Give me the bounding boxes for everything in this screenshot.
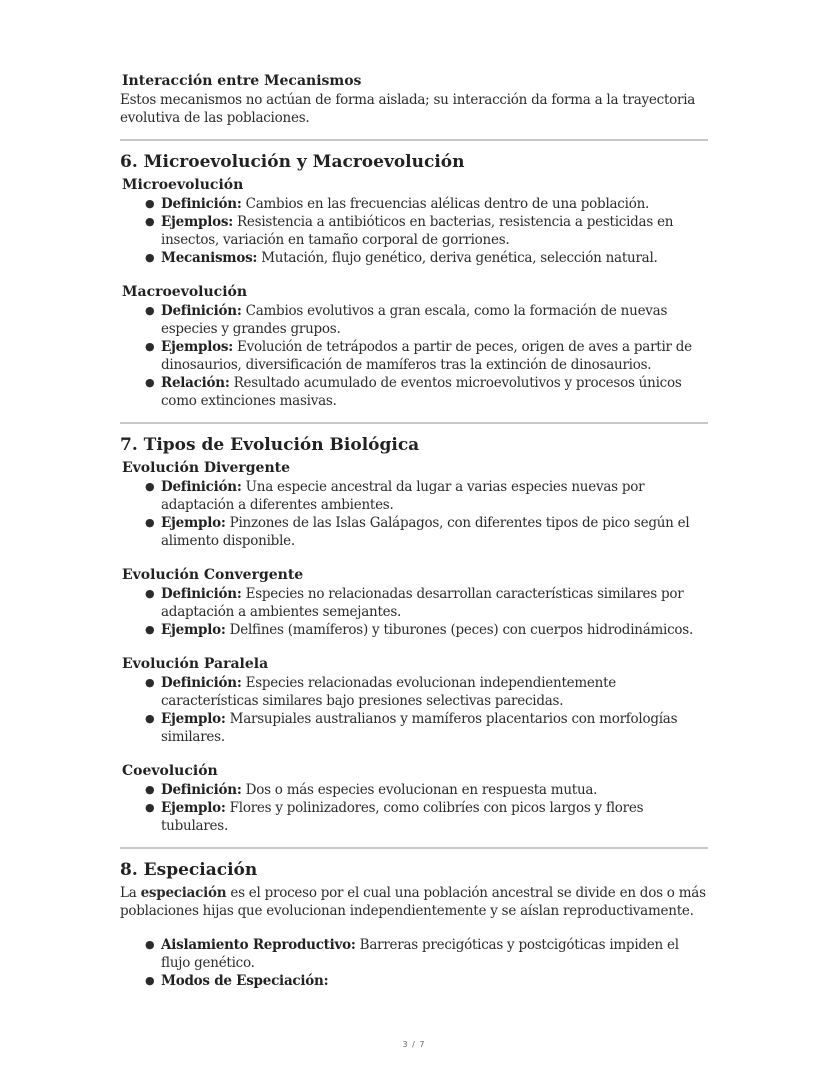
bullet-icon: ● xyxy=(145,304,155,317)
section-divider xyxy=(120,422,708,424)
list-item: ● Definición: Especies no relacionadas desarrollan características similares por adaptación a ambientes semejantes. xyxy=(145,586,684,620)
microevolution-heading: Microevolución xyxy=(122,177,244,193)
bullet-icon: ● xyxy=(145,251,155,264)
parallel-evolution-list xyxy=(120,674,708,746)
convergent-evolution-list xyxy=(120,585,708,639)
divergent-evolution-heading: Evolución Divergente xyxy=(122,460,290,476)
list-item: ● Definición: Cambios evolutivos a gran escala, como la formación de nuevas especies y grandes grupos. xyxy=(145,303,668,337)
convergent-evolution-heading: Evolución Convergente xyxy=(122,567,304,583)
section-7-title: 7. Tipos de Evolución Biológica xyxy=(120,435,420,455)
section-8-title: 8. Especiación xyxy=(120,860,258,880)
section-divider xyxy=(120,139,708,141)
bullet-icon: ● xyxy=(145,801,155,814)
bullet-icon: ● xyxy=(145,376,155,389)
list-item: ● Modos de Especiación: xyxy=(145,973,329,989)
bullet-icon: ● xyxy=(145,938,155,951)
bullet-icon: ● xyxy=(145,587,155,600)
mechanisms-interaction-heading: Interacción entre Mecanismos xyxy=(122,73,362,89)
macroevolution-heading: Macroevolución xyxy=(122,284,248,300)
list-item: ● Definición: Cambios en las frecuencias alélicas dentro de una población. xyxy=(145,196,650,212)
list-item: ● Ejemplos: Evolución de tetrápodos a partir de peces, origen de aves a partir de dinosaurios, diversificación de mamíferos tras la extinción de dinosaurios. xyxy=(145,339,692,373)
list-item: ● Ejemplo: Delfines (mamíferos) y tiburones (peces) con cuerpos hidrodinámicos. xyxy=(145,622,694,638)
speciation-list xyxy=(120,936,708,990)
list-item: ● Ejemplos: Resistencia a antibióticos en bacterias, resistencia a pesticidas en insectos, variación en tamaño corporal de gorriones. xyxy=(145,214,674,248)
list-item: ● Aislamiento Reproductivo: Barreras precigóticas y postcigóticas impiden el flujo genético. xyxy=(145,937,679,971)
list-item: ● Ejemplo: Marsupiales australianos y mamíferos placentarios con morfologías similares. xyxy=(145,711,678,745)
section-6-title: 6. Microevolución y Macroevolución xyxy=(120,152,465,172)
coevolution-list xyxy=(120,781,708,835)
bullet-icon: ● xyxy=(145,676,155,689)
bullet-icon: ● xyxy=(145,340,155,353)
bullet-icon: ● xyxy=(145,197,155,210)
bullet-icon: ● xyxy=(145,516,155,529)
bullet-icon: ● xyxy=(145,783,155,796)
list-item: ● Definición: Dos o más especies evolucionan en respuesta mutua. xyxy=(145,782,598,798)
list-item: ● Mecanismos: Mutación, flujo genético, deriva genética, selección natural. xyxy=(145,250,658,266)
bullet-icon: ● xyxy=(145,215,155,228)
list-item: ● Ejemplo: Pinzones de las Islas Galápagos, con diferentes tipos de pico según el alimento disponible. xyxy=(145,515,690,549)
bullet-icon: ● xyxy=(145,480,155,493)
coevolution-heading: Coevolución xyxy=(122,763,218,779)
list-item: ● Definición: Una especie ancestral da lugar a varias especies nuevas por adaptación a diferentes ambientes. xyxy=(145,479,645,513)
speciation-intro: La especiación es el proceso por el cual una población ancestral se divide en dos o más poblaciones hijas que evolucionan independientemente y se aíslan reproductivamente. xyxy=(120,885,706,919)
section-divider xyxy=(120,847,708,849)
page-number: 3 / 7 xyxy=(402,1040,426,1049)
list-item: ● Definición: Especies relacionadas evolucionan independientemente características similares bajo presiones selectivas parecidas. xyxy=(145,675,617,709)
mechanisms-interaction-text: Estos mecanismos no actúan de forma aislada; su interacción da forma a la trayectoria evolutiva de las poblaciones. xyxy=(120,92,696,126)
document-page xyxy=(120,72,708,990)
list-item: ● Relación: Resultado acumulado de eventos microevolutivos y procesos únicos como extinciones masivas. xyxy=(145,375,682,409)
list-item: ● Ejemplo: Flores y polinizadores, como colibríes con picos largos y flores tubulares. xyxy=(145,800,644,834)
macroevolution-list xyxy=(120,302,708,410)
divergent-evolution-list xyxy=(120,478,708,550)
bullet-icon: ● xyxy=(145,974,155,987)
bullet-icon: ● xyxy=(145,623,155,636)
microevolution-list xyxy=(120,195,708,267)
bullet-icon: ● xyxy=(145,712,155,725)
parallel-evolution-heading: Evolución Paralela xyxy=(122,656,269,672)
